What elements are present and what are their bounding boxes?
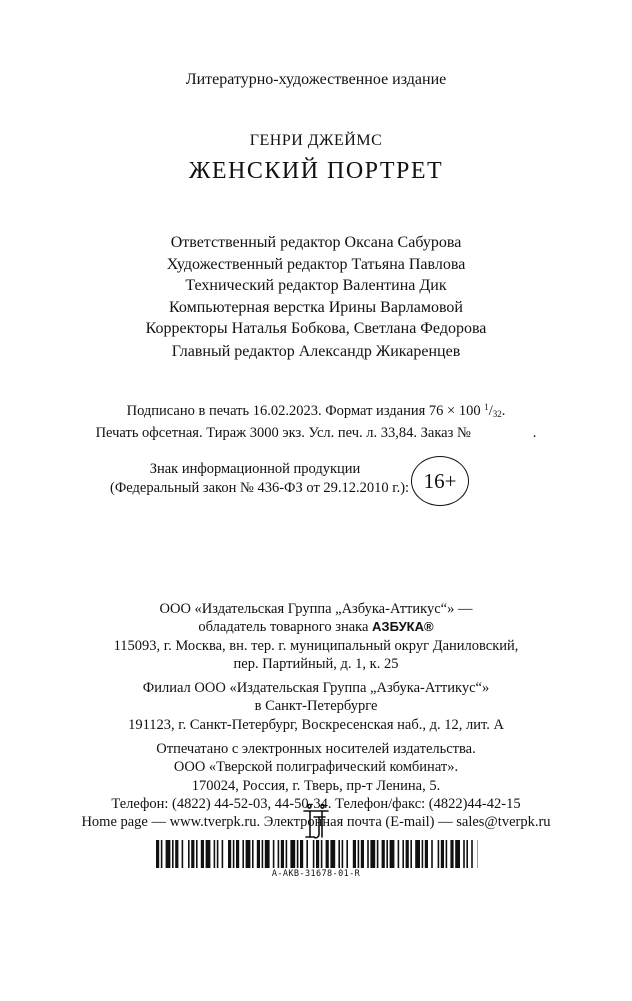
credit-line: Ответственный редактор Оксана Сабурова [170, 234, 462, 251]
print-info-line-1: Подписано в печать 16.02.2023. Формат издания 76 × 100 $^1/_{32}$. [126, 402, 506, 419]
edition-type: Литературно-художественное издание [185, 71, 447, 88]
publisher-block [0, 600, 632, 832]
format-numerator: 1 [484, 402, 489, 412]
age-rating-badge: 16+ [411, 456, 469, 506]
book-title: ЖЕНСКИЙ ПОРТРЕТ [188, 158, 444, 184]
printer-line: Телефон: (4822) 44-52-03, 44-50-34. Телефон/факс: (4822)44-42-15 [111, 795, 521, 812]
branch-line: в Санкт-Петербурге [254, 698, 378, 715]
credit-line: Компьютерная верстка Ирины Варламовой [169, 298, 463, 316]
credit-line: Корректоры Наталья Бобкова, Светлана Федорова [145, 320, 487, 337]
print-info-line-2: Печать офсетная. Тираж 3000 экз. Усл. печ. л. 33,84. Заказ № . [95, 424, 537, 441]
printer-line: 170024, Россия, г. Тверь, пр-т Ленина, 5. [191, 777, 441, 794]
branch-line: Филиал ООО «Издательская Группа „Азбука-Аттикус“» [142, 680, 490, 697]
credit-line: Художественный редактор Татьяна Павлова [166, 255, 466, 273]
brand-trademark: АЗБУКА® [372, 619, 434, 635]
info-sign-text: Знак информационной продукции (Федеральный закон № 436-ФЗ от 29.12.2010 г.): [110, 461, 410, 496]
printer-line: ООО «Тверской полиграфический комбинат». [173, 759, 459, 776]
barcode [156, 840, 478, 868]
book-author: ГЕНРИ ДЖЕЙМС [249, 132, 383, 149]
publisher-line: пер. Партийный, д. 1, к. 25 [233, 655, 399, 672]
info-sign-block [0, 456, 632, 506]
barcode-text: А-АКВ-31678-01-R [271, 869, 361, 879]
printer-monogram-icon [299, 803, 333, 841]
credit-line: Технический редактор Валентина Дик [185, 277, 447, 294]
publisher-line: ООО «Издательская Группа „Азбука-Аттикус“» — [159, 601, 473, 617]
credits-block [0, 232, 632, 340]
publisher-line: 115093, г. Москва, вн. тер. г. муниципальный округ Даниловский, [113, 637, 519, 654]
branch-line: 191123, г. Санкт-Петербург, Воскресенская наб., д. 12, лит. А [128, 716, 504, 733]
chief-editor: Главный редактор Александр Жикаренцев [171, 343, 461, 360]
printer-line: Отпечатано с электронных носителей издательства. [156, 741, 476, 758]
printer-line: Home page — www.tverpk.ru. Электронная почта (E-mail) — sales@tverpk.ru [81, 814, 551, 831]
print-info [0, 398, 632, 442]
format-denominator: 32 [492, 409, 502, 419]
publisher-line: обладатель товарного знака АЗБУКА® [198, 619, 434, 636]
